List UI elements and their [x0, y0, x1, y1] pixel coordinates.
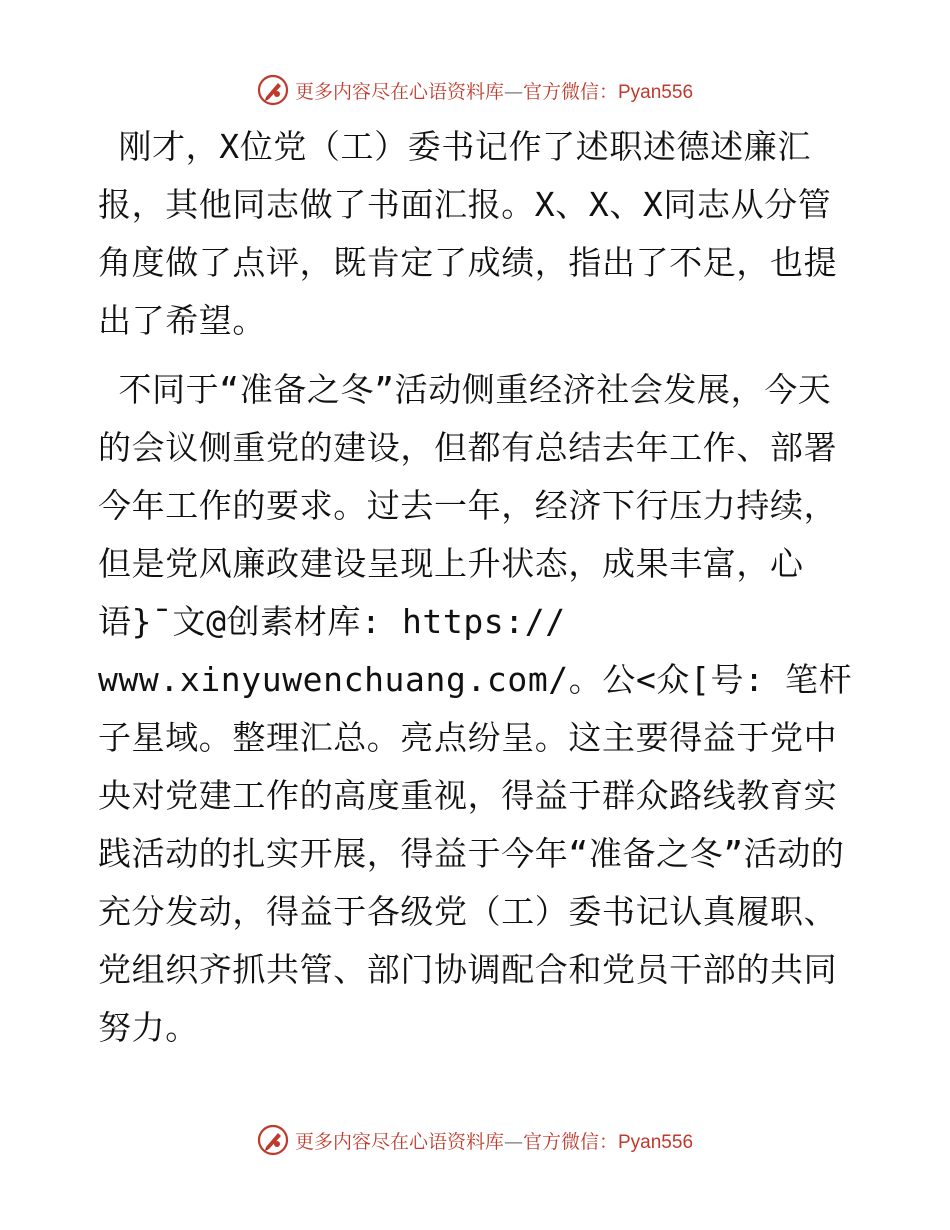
- header-wechat-id: Pyan556: [618, 81, 694, 103]
- paragraph-1: 刚才，X位党（工）委书记作了述职述德述廉汇报，其他同志做了书面汇报。X、X、X同志从分管角度做了点评，既肯定了成绩，指出了不足，也提出了希望。: [98, 127, 838, 340]
- header-dash: —: [503, 80, 523, 103]
- footer-wechat-id: Pyan556: [618, 1131, 694, 1153]
- footer-banner-text: [295, 1127, 693, 1154]
- document-body: [98, 118, 853, 1057]
- pen-logo-icon: [257, 1124, 289, 1156]
- header-title: 更多内容尽在心语资料库: [294, 80, 504, 103]
- header-banner: [0, 70, 950, 110]
- footer-banner: [0, 1120, 950, 1160]
- pen-logo-icon: [257, 74, 289, 106]
- paragraph-2: 不同于“准备之冬”活动侧重经济社会发展，今天的会议侧重党的建设，但都有总结去年工作、部署今年工作的要求。过去一年，经济下行压力持续，但是党风廉政建设呈现上升状态，成果丰富，心语}¯文@创素材库: https:// www.xinyuwenchuang.com/。公<众[号: 笔杆子星域。整理汇总。亮点纷呈。这主要得益于党中央对党建工作的高度重视，得益于群众路线教育实践活动的扎实开展，得益于今年“准备之冬”活动的充分发动，得益于各级党（工）委书记认真履职、党组织齐抓共管、部门协调配合和党员干部的共同努力。: [98, 370, 853, 1047]
- footer-title: 更多内容尽在心语资料库: [294, 1130, 504, 1153]
- header-banner-text: [295, 77, 693, 104]
- footer-dash: —: [503, 1130, 523, 1153]
- footer-wechat-label: 官方微信：: [522, 1130, 618, 1153]
- header-wechat-label: 官方微信：: [522, 80, 618, 103]
